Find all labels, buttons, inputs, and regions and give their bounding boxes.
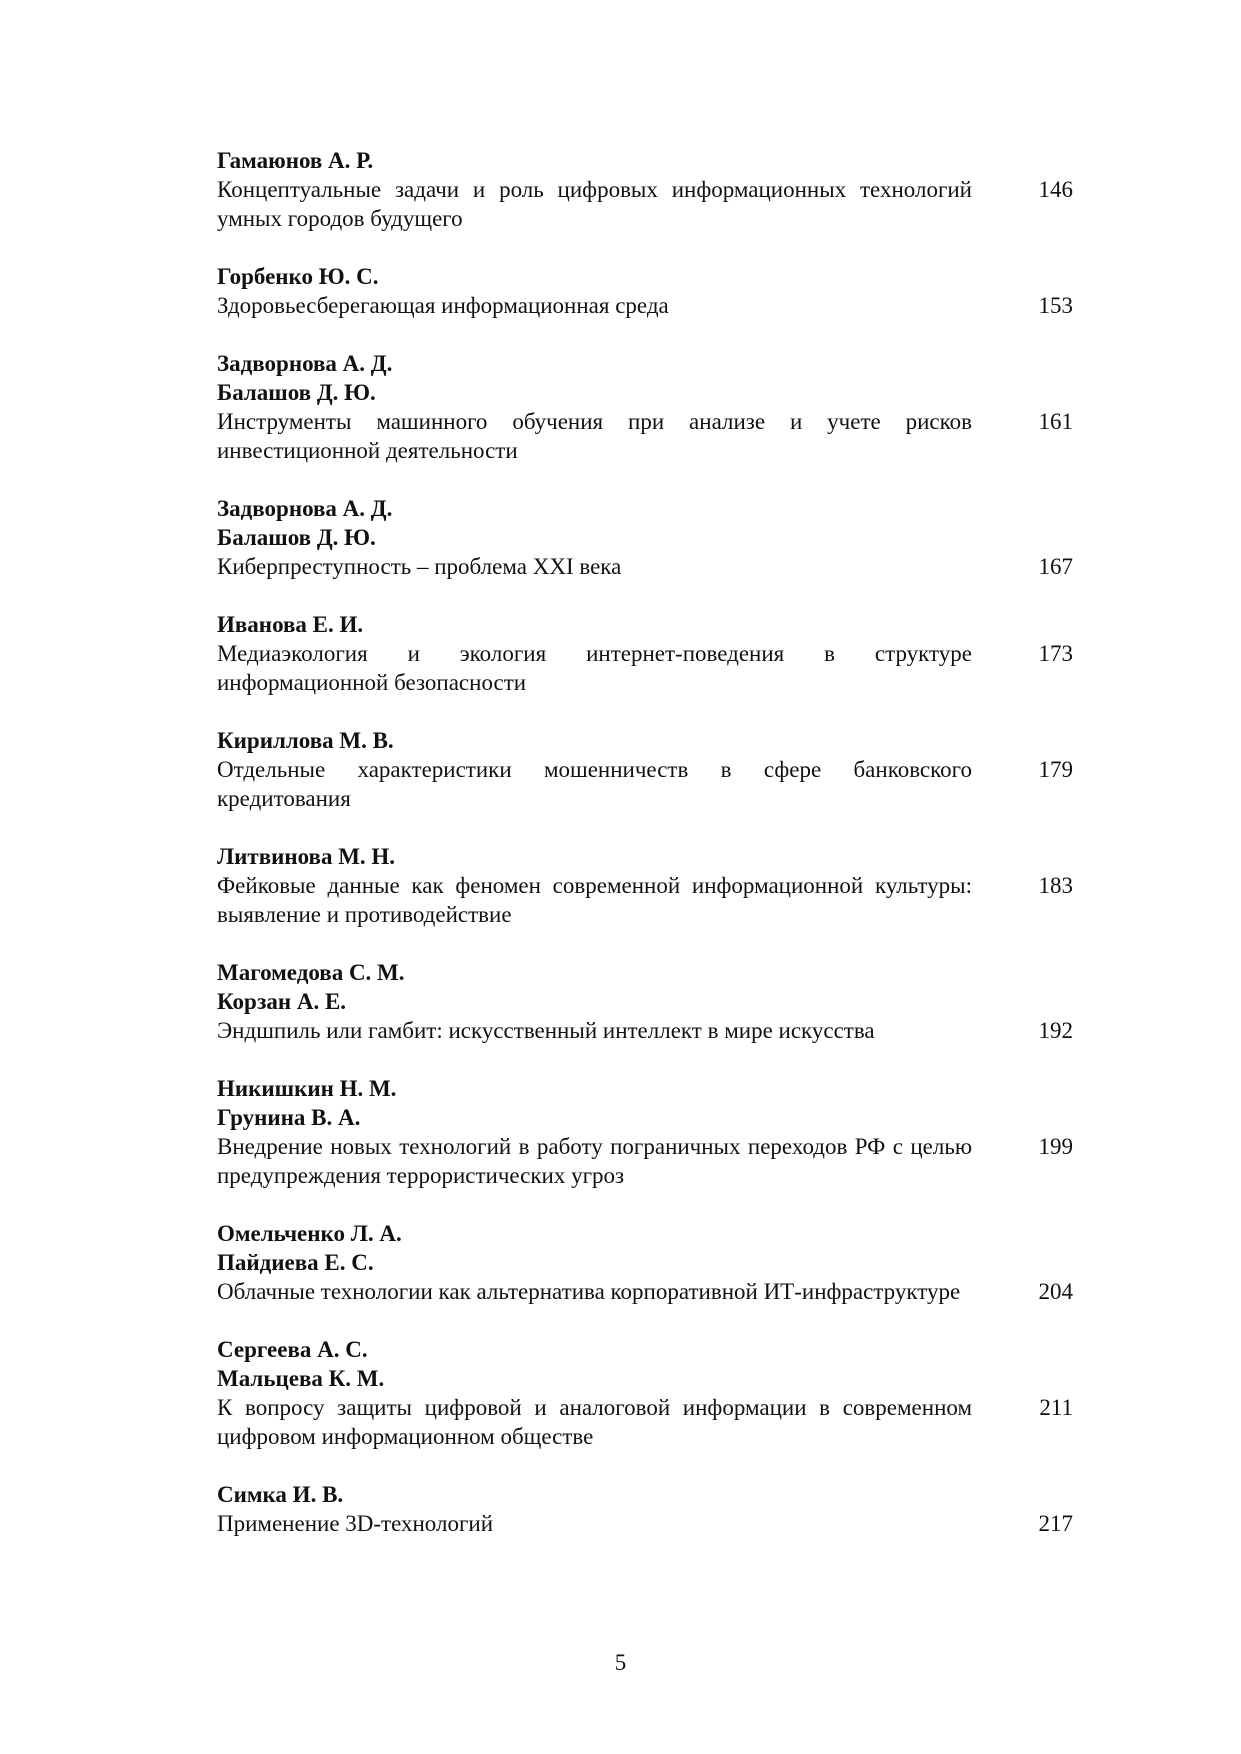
entry-title: Концептуальные задачи и роль цифровых информационных технологий умных городов будущего (217, 177, 972, 231)
entry-row (217, 175, 1073, 233)
entry-row (217, 1509, 1073, 1538)
entry-title: Инструменты машинного обучения при анализе и учете рисков инвестиционной деятельности (217, 409, 972, 463)
toc-entry (217, 1480, 1073, 1538)
entry-title: Эндшпиль или гамбит: искусственный интеллект в мире искусства (217, 1018, 875, 1043)
entry-author: Кириллова М. В. (217, 728, 394, 753)
entry-author: Гамаюнов А. Р. (217, 148, 374, 173)
entry-author: Литвинова М. Н. (217, 844, 396, 869)
entry-title: Киберпреступность – проблема XXI века (217, 554, 622, 579)
entry-author: Грунина В. А. (217, 1105, 361, 1130)
entry-author: Пайдиева Е. С. (217, 1250, 374, 1275)
entry-page-number: 179 (1038, 757, 1073, 782)
entry-row (217, 1132, 1073, 1190)
entry-author: Сергеева А. С. (217, 1337, 368, 1362)
entry-author: Симка И. В. (217, 1482, 344, 1507)
page-number-footer: 5 (614, 1650, 627, 1675)
entry-author: Магомедова С. М. (217, 960, 405, 985)
toc-entry (217, 262, 1073, 320)
entry-title: Фейковые данные как феномен современной информационной культуры: выявление и противодействие (217, 873, 972, 927)
table-of-contents (217, 146, 1073, 1567)
entry-author: Иванова Е. И. (217, 612, 364, 637)
entry-author: Задворнова А. Д. (217, 496, 393, 521)
entry-title: Медиаэкология и экология интернет-поведения в структуре информационной безопасности (217, 641, 972, 695)
toc-entry (217, 958, 1073, 1045)
entry-row (217, 871, 1073, 929)
entry-author: Мальцева К. М. (217, 1366, 385, 1391)
toc-entry (217, 494, 1073, 581)
entry-author: Корзан А. Е. (217, 989, 347, 1014)
toc-entry (217, 842, 1073, 929)
entry-page-number: 153 (1038, 293, 1073, 318)
entry-page-number: 199 (1038, 1134, 1073, 1159)
entry-row (217, 1277, 1073, 1306)
entry-row (217, 552, 1073, 581)
entry-page-number: 217 (1038, 1511, 1073, 1536)
entry-page-number: 167 (1038, 554, 1073, 579)
entry-title: Внедрение новых технологий в работу пограничных переходов РФ с целью предупреждения террористических угроз (217, 1134, 972, 1188)
entry-row (217, 1016, 1073, 1045)
entry-page-number: 173 (1038, 641, 1073, 666)
entry-title: Применение 3D-технологий (217, 1511, 494, 1536)
entry-page-number: 204 (1038, 1279, 1073, 1304)
entry-title: Отдельные характеристики мошенничеств в сфере банковского кредитования (217, 757, 972, 811)
entry-page-number: 192 (1038, 1018, 1073, 1043)
entry-title: Здоровьесберегающая информационная среда (217, 293, 669, 318)
toc-entry (217, 349, 1073, 465)
toc-entry (217, 1074, 1073, 1190)
entry-author: Балашов Д. Ю. (217, 380, 376, 405)
entry-author: Задворнова А. Д. (217, 351, 393, 376)
entry-author: Горбенко Ю. С. (217, 264, 379, 289)
entry-row (217, 1393, 1073, 1451)
entry-title: Облачные технологии как альтернатива корпоративной ИТ-инфраструктуре (217, 1279, 961, 1304)
entry-row (217, 639, 1073, 697)
entry-page-number: 146 (1038, 177, 1073, 202)
toc-entry (217, 726, 1073, 813)
entry-page-number: 183 (1038, 873, 1073, 898)
entry-row (217, 755, 1073, 813)
entry-row (217, 407, 1073, 465)
entry-page-number: 211 (1039, 1395, 1073, 1420)
entry-page-number: 161 (1038, 409, 1073, 434)
toc-entry (217, 146, 1073, 233)
toc-entry (217, 1335, 1073, 1451)
entry-author: Омельченко Л. А. (217, 1221, 402, 1246)
entry-author: Балашов Д. Ю. (217, 525, 376, 550)
entry-author: Никишкин Н. М. (217, 1076, 397, 1101)
toc-entry (217, 610, 1073, 697)
entry-row (217, 291, 1073, 320)
entry-title: К вопросу защиты цифровой и аналоговой информации в современном цифровом информационном обществе (217, 1395, 972, 1449)
toc-entry (217, 1219, 1073, 1306)
